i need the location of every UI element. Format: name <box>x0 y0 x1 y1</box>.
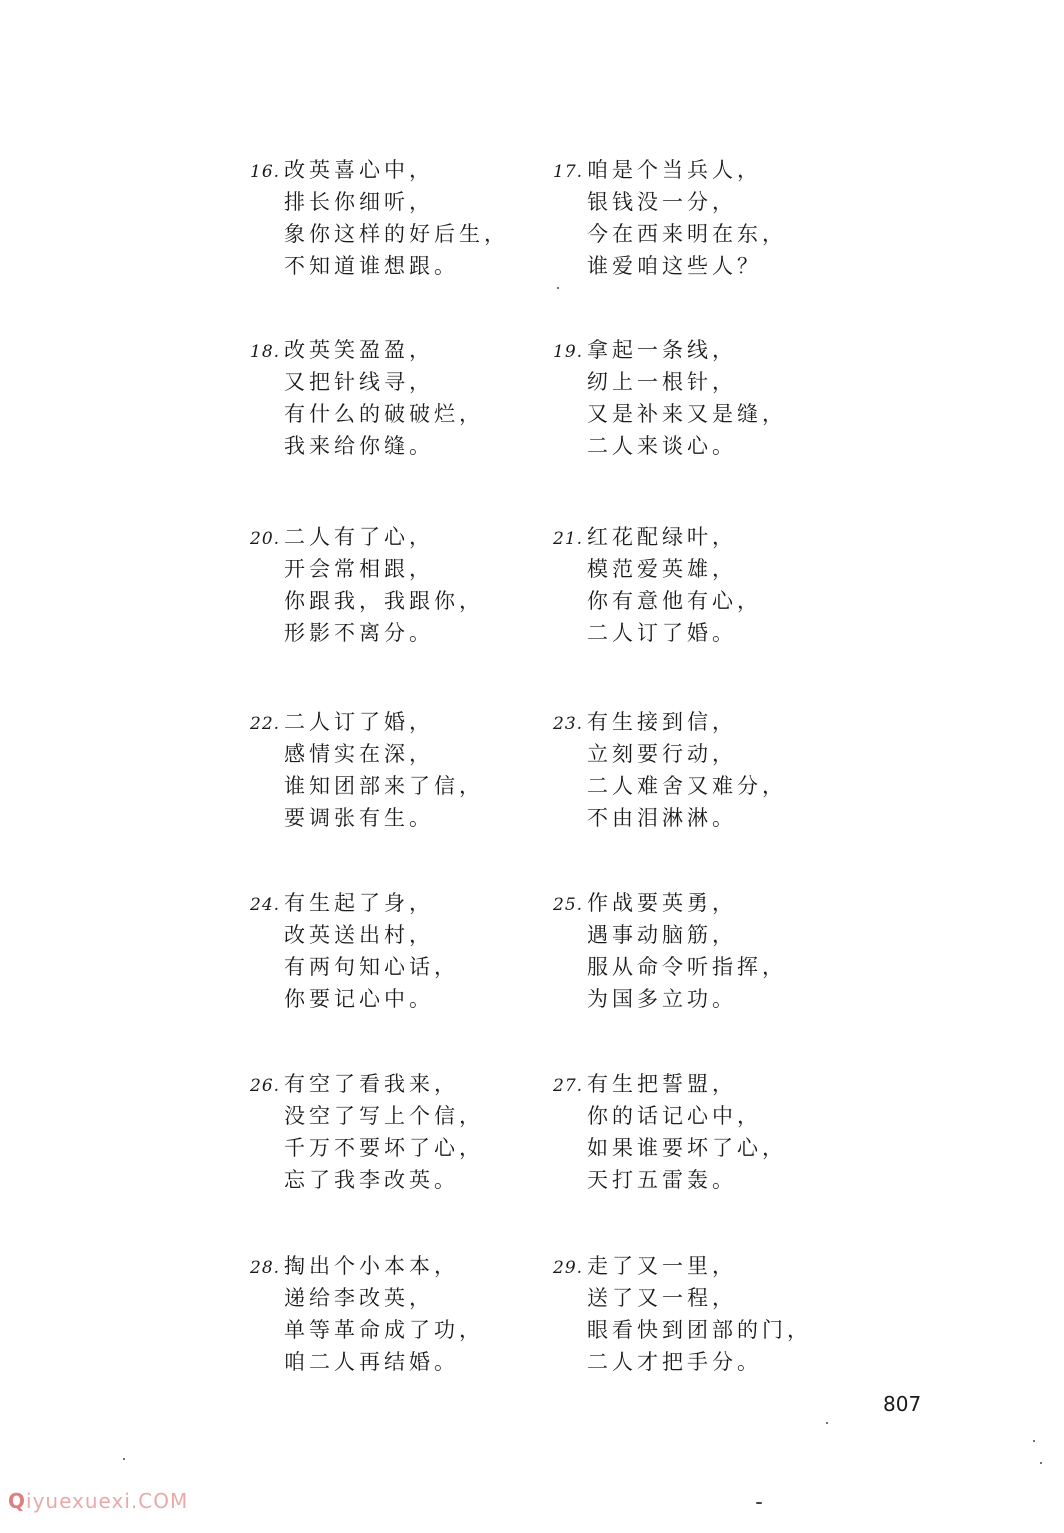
stanza-line: 有生起了身， <box>284 891 434 915</box>
stanza-line: 有空了看我来， <box>284 1072 459 1096</box>
stanza-number: 18. <box>250 342 281 362</box>
stanza-line: 为国多立功。 <box>587 987 737 1011</box>
watermark-q: Q <box>8 1489 27 1513</box>
stanza-line: 二人订了婚， <box>284 710 434 734</box>
stanza-line: 银钱没一分， <box>587 190 737 214</box>
stanza-line: 递给李改英， <box>284 1286 434 1310</box>
stanza-line: 形影不离分。 <box>284 621 434 645</box>
stanza-line: 如果谁要坏了心， <box>587 1136 787 1160</box>
stanza-number: 23. <box>553 714 584 734</box>
stanza-line: 二人订了婚。 <box>587 621 737 645</box>
stanza-line: 排长你细听， <box>284 190 434 214</box>
stanza-line: 不由泪淋淋。 <box>587 806 737 830</box>
stanza-line: 眼看快到团部的门， <box>587 1318 812 1342</box>
stanza-number: 22. <box>250 714 281 734</box>
stanza-line: 单等革命成了功， <box>284 1318 484 1342</box>
stanza-number: 25. <box>553 895 584 915</box>
stanza-line: 有生接到信， <box>587 710 737 734</box>
stanza-line: 又是补来又是缝， <box>587 402 787 426</box>
stanza-line: 今在西来明在东， <box>587 222 787 246</box>
scan-speck <box>1033 1440 1035 1442</box>
stanza-line: 二人有了心， <box>284 525 434 549</box>
stanza-number: 16. <box>250 162 281 182</box>
watermark-text: iyuexuexi.COM <box>26 1489 189 1513</box>
stanza-line: 拿起一条线， <box>587 338 737 362</box>
stanza-line: 有两句知心话， <box>284 955 459 979</box>
stanza-line: 天打五雷轰。 <box>587 1168 737 1192</box>
stanza-line: 红花配绿叶， <box>587 525 737 549</box>
stanza-line: 忘了我李改英。 <box>284 1168 459 1192</box>
stanza-line: 谁知团部来了信， <box>284 774 484 798</box>
stanza-line: 要调张有生。 <box>284 806 434 830</box>
stanza-number: 27. <box>553 1076 584 1096</box>
stanza-number: 17. <box>553 162 584 182</box>
stanza-line: 你有意他有心， <box>587 589 762 613</box>
stanza-number: 24. <box>250 895 281 915</box>
stanza-line: 你的话记心中， <box>587 1104 762 1128</box>
stanza-line: 咱二人再结婚。 <box>284 1350 459 1374</box>
stanza-line: 千万不要坏了心， <box>284 1136 484 1160</box>
stanza-line: 你跟我，我跟你， <box>284 589 484 613</box>
stanza-number: 29. <box>553 1258 584 1278</box>
page-number: 807 <box>883 1392 922 1416</box>
stanza-line: 改英喜心中， <box>284 158 434 182</box>
stanza-number: 26. <box>250 1076 281 1096</box>
stanza-line: 没空了写上个信， <box>284 1104 484 1128</box>
stanza-line: 你要记心中。 <box>284 987 434 1011</box>
scan-speck <box>756 1502 762 1504</box>
stanza-number: 28. <box>250 1258 281 1278</box>
stanza-line: 不知道谁想跟。 <box>284 254 459 278</box>
stanza-line: 立刻要行动， <box>587 742 737 766</box>
stanza-number: 20. <box>250 529 281 549</box>
stanza-line: 感情实在深， <box>284 742 434 766</box>
stanza-line: 谁爱咱这些人？ <box>587 254 762 278</box>
stanza-line: 开会常相跟， <box>284 557 434 581</box>
stanza-line: 二人来谈心。 <box>587 434 737 458</box>
stanza-line: 我来给你缝。 <box>284 434 434 458</box>
site-watermark <box>8 1489 188 1513</box>
scan-speck <box>1040 1462 1042 1464</box>
stanza-line: 送了又一程， <box>587 1286 737 1310</box>
stanza-line: 有什么的破破烂， <box>284 402 484 426</box>
stanza-line: 作战要英勇， <box>587 891 737 915</box>
stanza-line: 走了又一里， <box>587 1254 737 1278</box>
stanza-line: 又把针线寻， <box>284 370 434 394</box>
stanza-line: 咱是个当兵人， <box>587 158 762 182</box>
stanza-number: 19. <box>553 342 584 362</box>
stanza-line: 二人才把手分。 <box>587 1350 762 1374</box>
stanza-line: 纫上一根针， <box>587 370 737 394</box>
stanza-line: 改英送出村， <box>284 923 434 947</box>
stanza-line: 改英笑盈盈， <box>284 338 434 362</box>
scan-speck <box>826 1422 828 1424</box>
stanza-number: 21. <box>553 529 584 549</box>
stanza-line: 服从命令听指挥， <box>587 955 787 979</box>
scan-speck <box>123 1458 125 1460</box>
stanza-line: 象你这样的好后生， <box>284 222 509 246</box>
stanza-line: 模范爱英雄， <box>587 557 737 581</box>
stanza-line: 有生把誓盟， <box>587 1072 737 1096</box>
scan-speck <box>557 287 559 289</box>
stanza-line: 掏出个小本本， <box>284 1254 459 1278</box>
stanza-line: 二人难舍又难分， <box>587 774 787 798</box>
stanza-line: 遇事动脑筋， <box>587 923 737 947</box>
